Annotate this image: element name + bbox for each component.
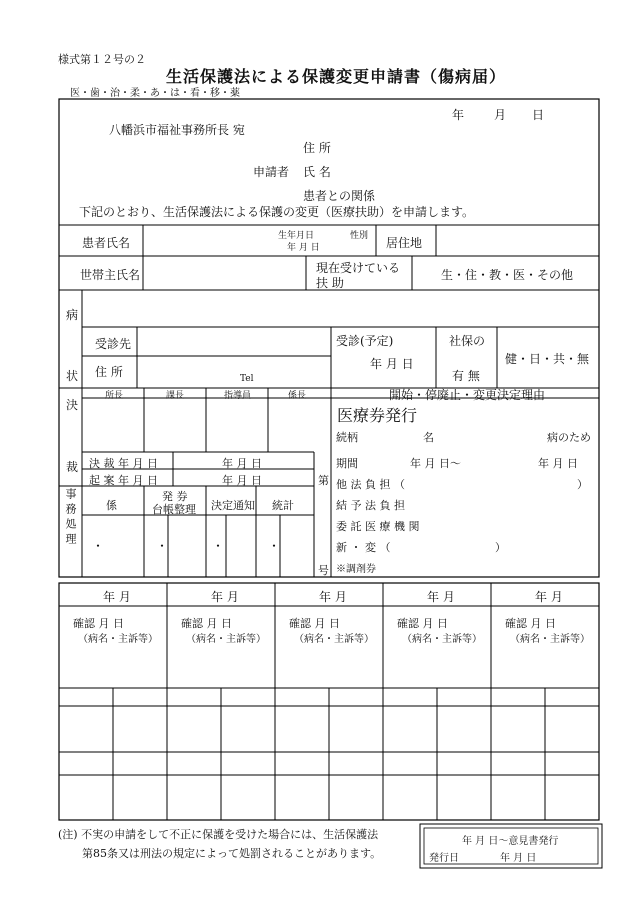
footer-note-line-1: (注) 不実の申請をして不正に保護を受けた場合には、生活保護法 — [58, 828, 379, 841]
ticket-combined-law: 結 予 法 負 担 — [336, 499, 405, 512]
decision-date-label: 決 裁 年 月 日 — [89, 457, 158, 470]
aid-types: 生・住・教・医・その他 — [441, 268, 574, 282]
clinic-label: 受診先 — [95, 337, 132, 351]
applicant-label: 申請者 — [253, 165, 290, 179]
office-dot-2: ・ — [156, 539, 169, 553]
issue-line-1: 年 月 日～意見書発行 — [462, 836, 559, 847]
visit-date: 年 月 日 — [370, 357, 414, 371]
office-processing-label: 事務処理 — [64, 488, 77, 548]
visit-label: 受診(予定) — [336, 334, 394, 348]
role-section-chief: 課長 — [166, 391, 185, 401]
page-title: 生活保護法による保護変更申請書（傷病届） — [166, 67, 507, 86]
ticket-title: 医療券発行 — [337, 406, 418, 425]
role-instructor: 指導員 — [224, 391, 252, 401]
ticket-relation: 続柄 — [336, 431, 358, 444]
relation-label: 患者との関係 — [303, 189, 376, 203]
confirm-sub-3: （病名・主訴等） — [294, 634, 374, 645]
draft-date-value: 年 月 日 — [222, 474, 262, 487]
office-col-ticket: 発 券 — [162, 490, 188, 503]
ticket-institution: 委 託 医 療 機 関 — [336, 520, 420, 533]
role-team-leader: 係長 — [288, 391, 307, 401]
month-header-4: 年 月 — [427, 590, 455, 604]
date-month-label: 月 — [494, 108, 507, 122]
issue-date-label: 発行日 — [429, 853, 459, 864]
ticket-go: 号 — [318, 564, 329, 577]
ticket-other-law: 他 法 負 担 （ — [336, 478, 405, 491]
confirm-sub-5: （病名・主訴等） — [510, 634, 590, 645]
current-aid-label-1: 現在受けている — [316, 261, 401, 275]
birth-date-label: 生年月日 — [278, 231, 315, 241]
confirm-sub-4: （病名・主訴等） — [402, 634, 482, 645]
applicant-name-label: 氏 名 — [303, 165, 331, 179]
office-col-stats: 統計 — [272, 499, 294, 512]
patient-name-label: 患者氏名 — [82, 236, 131, 250]
ticket-new-change: 新 ・ 変 （ — [336, 541, 391, 554]
ticket-new-change-close: ） — [495, 541, 506, 554]
birth-date-value: 年 月 日 — [287, 243, 320, 253]
ticket-dai: 第 — [318, 474, 329, 487]
confirm-label-3: 確認 月 日 — [289, 617, 340, 630]
decision-reason-label: 開始・停廃止・変更決定理由 — [389, 388, 546, 402]
footer-note-line-2: 第85条又は刑法の規定によって処罰されることがあります。 — [82, 847, 382, 860]
category-list: 医・歯・治・柔・あ・は・看・移・薬 — [70, 88, 240, 99]
confirm-sub-1: （病名・主訴等） — [78, 634, 158, 645]
ticket-period-label: 期間 — [336, 457, 358, 470]
ticket-prescription: ※調剤券 — [336, 564, 376, 575]
office-col-notice: 決定通知 — [211, 499, 255, 512]
sex-label: 性別 — [350, 231, 369, 241]
addressee: 八幡浜市福祉事務所長 宛 — [109, 123, 245, 137]
office-col-ledger: 台帳整理 — [152, 503, 196, 516]
ticket-other-law-close: ） — [577, 478, 588, 491]
month-header-3: 年 月 — [319, 590, 347, 604]
clinic-address-label: 住 所 — [95, 365, 123, 379]
insurance-types: 健・日・共・無 — [505, 352, 590, 366]
illness-side-label-top: 病 — [66, 308, 79, 322]
form-number: 様式第１２号の２ — [58, 53, 146, 66]
current-aid-label-2: 扶 助 — [316, 276, 344, 290]
office-col-staff: 係 — [106, 499, 117, 512]
month-header-1: 年 月 — [103, 590, 131, 604]
issue-date-value: 年 月 日 — [500, 853, 537, 864]
residence-label: 居住地 — [386, 236, 423, 250]
date-year-label: 年 — [452, 108, 465, 122]
applicant-address-label: 住 所 — [303, 141, 331, 155]
decision-side-label-bottom: 裁 — [66, 460, 79, 474]
illness-side-label-bottom: 状 — [66, 369, 79, 383]
date-day-label: 日 — [532, 108, 545, 122]
confirm-label-4: 確認 月 日 — [397, 617, 448, 630]
month-header-5: 年 月 — [535, 590, 563, 604]
confirm-label-1: 確認 月 日 — [73, 617, 124, 630]
decision-date-value: 年 月 日 — [222, 457, 262, 470]
role-director: 所長 — [105, 391, 124, 401]
draft-date-label: 起 案 年 月 日 — [89, 474, 158, 487]
ticket-period-from: 年 月 日～ — [410, 457, 461, 470]
month-header-2: 年 月 — [211, 590, 239, 604]
insurance-value: 有 無 — [452, 369, 480, 383]
confirm-label-2: 確認 月 日 — [181, 617, 232, 630]
confirm-sub-2: （病名・主訴等） — [186, 634, 266, 645]
office-dot-3: ・ — [212, 539, 225, 553]
office-dot-1: ・ — [92, 539, 105, 553]
decision-side-label-top: 決 — [66, 398, 79, 412]
office-dot-4: ・ — [268, 539, 281, 553]
ticket-for-illness: 病のため — [547, 431, 591, 444]
confirm-label-5: 確認 月 日 — [505, 617, 556, 630]
insurance-label: 社保の — [449, 334, 486, 348]
ticket-period-to: 年 月 日 — [538, 457, 578, 470]
application-statement: 下記のとおり、生活保護法による保護の変更（医療扶助）を申請します。 — [79, 205, 475, 219]
household-head-label: 世帯主氏名 — [80, 268, 141, 282]
ticket-name: 名 — [423, 431, 434, 444]
tel-label: Tel — [240, 374, 254, 384]
